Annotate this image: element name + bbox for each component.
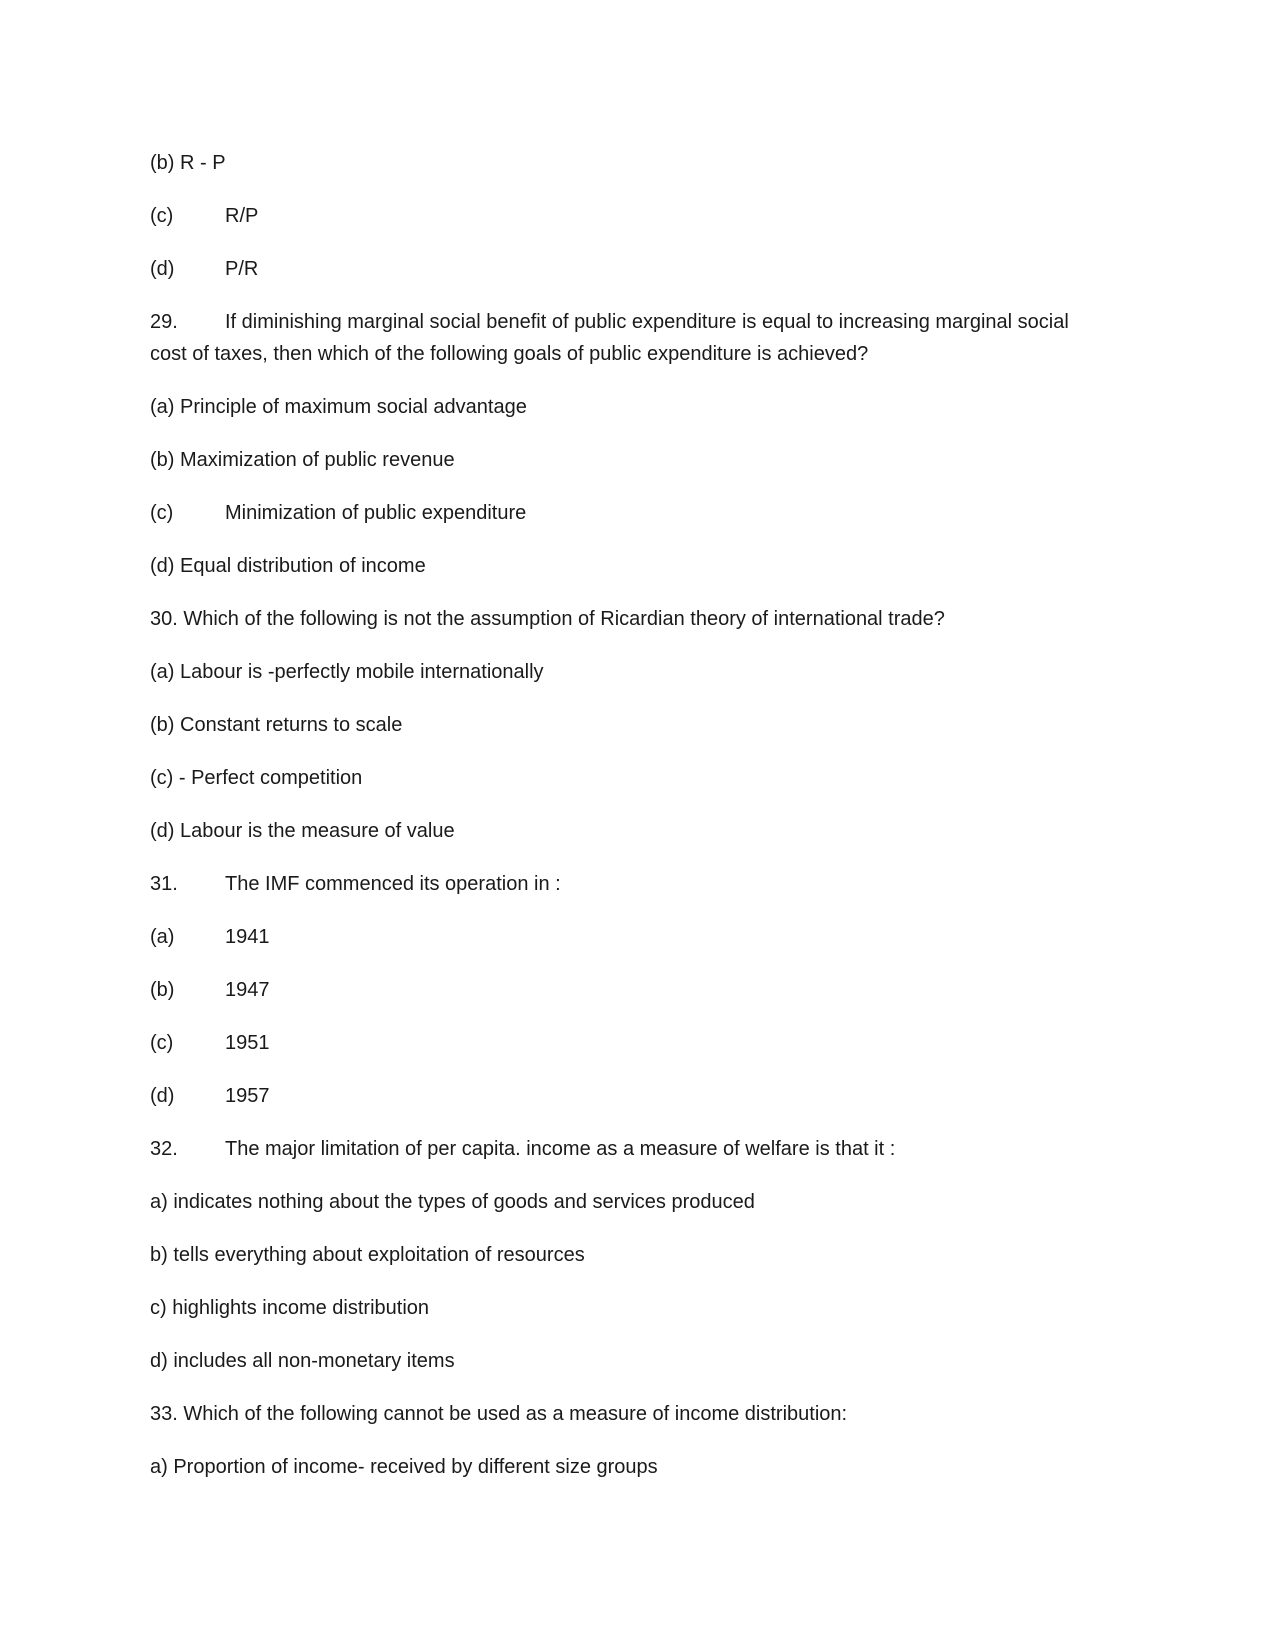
option-line	[150, 258, 259, 280]
question-number: 29.	[150, 311, 178, 333]
option-text: Minimization of public expenditure	[225, 502, 527, 524]
option-line	[150, 979, 270, 1001]
option-label: (d)	[150, 1085, 175, 1107]
option-text: 1951	[225, 1032, 270, 1054]
option-line	[150, 1085, 270, 1107]
option-text: b) tells everything about exploitation of resources	[150, 1244, 585, 1266]
option-text: (b) Constant returns to scale	[150, 714, 403, 736]
option-line	[150, 714, 402, 736]
option-line	[150, 1032, 270, 1054]
option-label: (c)	[150, 205, 174, 227]
option-text: a) Proportion of income- received by different size groups	[150, 1456, 658, 1478]
option-line	[150, 205, 259, 227]
question-32	[150, 1138, 896, 1160]
question-30	[150, 608, 945, 630]
option-text: P/R	[225, 258, 259, 280]
option-text: 1941	[225, 926, 270, 948]
option-label: (d)	[150, 258, 175, 280]
question-29-line2	[150, 343, 868, 365]
option-line	[150, 1297, 429, 1319]
question-text: 30. Which of the following is not the assumption of Ricardian theory of international trade?	[150, 608, 945, 630]
option-line	[150, 396, 527, 418]
option-line	[150, 1456, 658, 1478]
question-31	[150, 873, 561, 895]
option-text: d) includes all non-monetary items	[150, 1350, 455, 1372]
option-text: R/P	[225, 205, 259, 227]
option-text: c) highlights income distribution	[150, 1297, 430, 1319]
option-line	[150, 661, 544, 683]
question-text: cost of taxes, then which of the following goals of public expenditure is achieved?	[150, 343, 869, 365]
option-label: (c)	[150, 502, 174, 524]
option-text: (b) Maximization of public revenue	[150, 449, 455, 471]
question-text: If diminishing marginal social benefit of public expenditure is equal to increasing marginal social	[225, 311, 1069, 333]
option-line	[150, 152, 226, 174]
option-line	[150, 1244, 585, 1266]
question-text: 33. Which of the following cannot be used as a measure of income distribution:	[150, 1403, 848, 1425]
question-number: 31.	[150, 873, 178, 895]
option-text: (a) Labour is -perfectly mobile internationally	[150, 661, 544, 683]
option-text: (c) - Perfect competition	[150, 767, 363, 789]
question-text: The IMF commenced its operation in :	[225, 873, 561, 895]
option-text: (b) R - P	[150, 152, 226, 174]
question-33	[150, 1403, 847, 1425]
option-line	[150, 555, 426, 577]
option-line	[150, 820, 455, 842]
option-text: (d) Equal distribution of income	[150, 555, 426, 577]
option-line	[150, 767, 362, 789]
option-line	[150, 926, 270, 948]
option-line	[150, 1350, 455, 1372]
option-text: 1957	[225, 1085, 270, 1107]
option-line	[150, 449, 455, 471]
option-line	[150, 502, 527, 524]
option-text: (a) Principle of maximum social advantage	[150, 396, 527, 418]
question-29-line1	[150, 311, 1069, 333]
option-label: (a)	[150, 926, 175, 948]
option-label: (c)	[150, 1032, 174, 1054]
option-text: a) indicates nothing about the types of goods and services produced	[150, 1191, 755, 1213]
option-text: (d) Labour is the measure of value	[150, 820, 455, 842]
option-label: (b)	[150, 979, 175, 1001]
option-line	[150, 1191, 755, 1213]
option-text: 1947	[225, 979, 270, 1001]
question-text: The major limitation of per capita. income as a measure of welfare is that it :	[225, 1138, 896, 1160]
question-number: 32.	[150, 1138, 178, 1160]
